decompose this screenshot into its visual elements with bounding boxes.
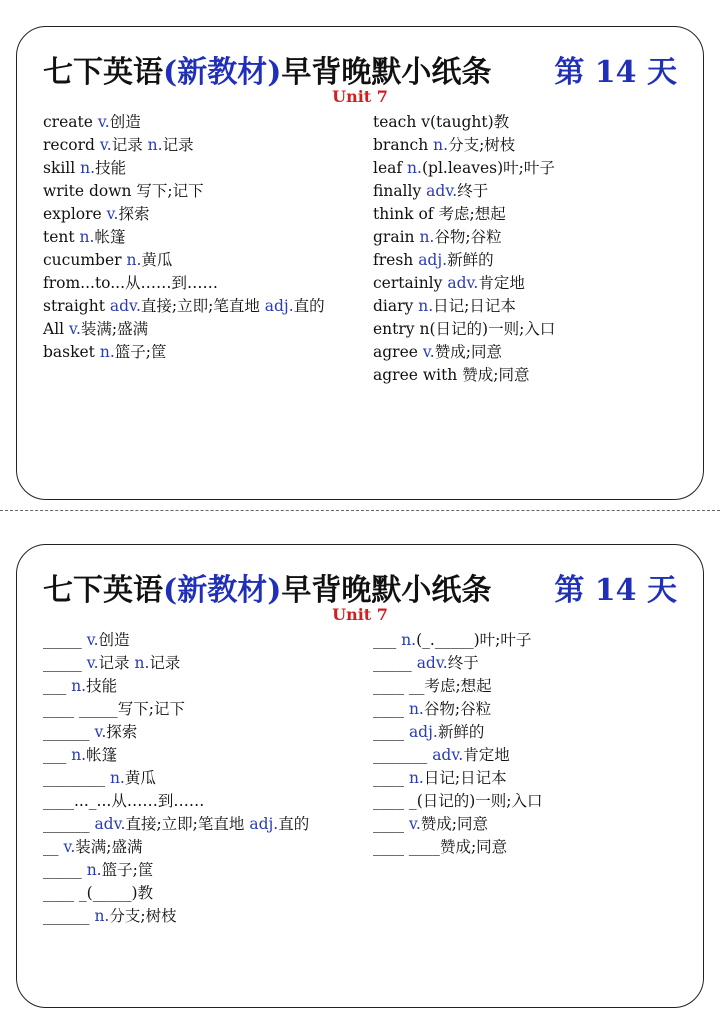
part-of-speech: adj.	[408, 723, 438, 741]
part-of-speech: n.	[71, 746, 87, 764]
part-of-speech: v.	[94, 723, 107, 741]
vocab-word: ______	[43, 815, 95, 833]
vocab-meaning: 分支;树枝	[448, 136, 516, 154]
vocab-word: from...to...	[43, 274, 126, 292]
vocab-word: tent	[43, 228, 80, 246]
day-label: 第 14 天	[554, 573, 677, 608]
vocab-meaning: 黄瓜	[141, 251, 173, 269]
vocab-meaning: 创造	[98, 631, 130, 649]
part-of-speech: adv.	[432, 746, 464, 764]
title-suffix: 早背晚默小纸条	[281, 573, 492, 608]
vocab-meaning: 篮子;筐	[101, 861, 154, 879]
vocab-entry	[373, 698, 691, 721]
vocab-meaning: 从……到……	[111, 792, 205, 810]
vocab-word: ____..._...	[43, 792, 112, 810]
vocab-meaning: 技能	[86, 677, 118, 695]
vocab-word: basket	[43, 343, 100, 361]
vocab-entry	[43, 675, 355, 698]
vocab-word: agree with	[373, 366, 463, 384]
part-of-speech: v.	[97, 113, 110, 131]
vocab-entry	[373, 364, 691, 387]
vocab-meaning: 记录	[149, 654, 181, 672]
title-prefix: 七下英语	[43, 55, 163, 90]
unit-label: Unit 7	[332, 605, 388, 624]
vocab-meaning: 赞成;同意	[462, 366, 530, 384]
card-bottom	[16, 544, 704, 1008]
vocab-meaning: 赞成;同意	[439, 838, 508, 856]
part-of-speech: n.	[71, 677, 87, 695]
vocab-meaning: 终于	[447, 654, 479, 672]
vocab-meaning: 一则;入口	[488, 320, 556, 338]
vocab-entry	[43, 905, 355, 928]
part-of-speech: v.	[408, 815, 421, 833]
vocab-entry	[373, 295, 691, 318]
part-of-speech: n.	[80, 159, 96, 177]
vocab-entry	[373, 134, 691, 157]
part-of-speech: n.	[408, 769, 424, 787]
vocab-entry	[43, 180, 355, 203]
part-of-speech: n.	[86, 861, 102, 879]
vocab-entry	[43, 629, 355, 652]
vocab-meaning: 帐篷	[94, 228, 126, 246]
vocab-word: __	[43, 838, 64, 856]
vocab-word: write down	[43, 182, 137, 200]
vocab-meaning: 谷物;谷粒	[423, 700, 492, 718]
vocab-word: ______	[43, 907, 95, 925]
vocab-word: cucumber	[43, 251, 127, 269]
title-prefix: 七下英语	[43, 573, 163, 608]
part-of-speech: n.	[99, 343, 115, 361]
vocab-meaning: 肯定地	[463, 746, 510, 764]
part-of-speech: n.	[94, 907, 110, 925]
vocab-meaning: 创造	[109, 113, 141, 131]
vocab-entry	[373, 790, 691, 813]
vocab-meaning: 装满;盛满	[80, 320, 149, 338]
vocab-word: _______	[373, 746, 433, 764]
vocab-word: ____ _____	[43, 700, 118, 718]
vocab-meaning: 直接;立即;笔直地	[140, 297, 265, 315]
vocab-word: branch	[373, 136, 434, 154]
vocab-word: ___	[43, 677, 72, 695]
part-of-speech: n.	[109, 769, 125, 787]
vocab-entry	[43, 767, 355, 790]
vocab-meaning: 教	[137, 884, 154, 902]
vocab-entry	[373, 744, 691, 767]
vocab-meaning: 赞成;同意	[434, 343, 502, 361]
vocab-meaning: 考虑;想起	[424, 677, 492, 695]
vocab-entry	[43, 744, 355, 767]
part-of-speech: n.	[79, 228, 95, 246]
vocab-entry	[43, 698, 355, 721]
vocab-entry	[43, 813, 355, 836]
vocab-word: ______	[43, 723, 95, 741]
right-column	[373, 111, 691, 387]
vocab-entry	[373, 203, 691, 226]
vocab-meaning: (pl.leaves)叶;叶子	[421, 159, 555, 177]
vocab-word: leaf	[373, 159, 408, 177]
part-of-speech: v.	[106, 205, 119, 223]
title-suffix: 早背晚默小纸条	[281, 55, 492, 90]
vocab-entry	[373, 272, 691, 295]
vocab-meaning: 日记;日记本	[423, 769, 507, 787]
part-of-speech: n.	[147, 136, 163, 154]
vocab-word: agree	[373, 343, 423, 361]
vocab-entry	[373, 341, 691, 364]
title-accent: (新教材)	[163, 55, 282, 90]
vocab-word: create	[43, 113, 98, 131]
vocab-meaning: 记录	[98, 654, 135, 672]
vocab-word: _____	[43, 861, 87, 879]
part-of-speech: adj.	[418, 251, 448, 269]
vocab-word: ___	[373, 631, 402, 649]
vocab-meaning: 帐篷	[86, 746, 118, 764]
vocab-entry	[373, 652, 691, 675]
vocab-meaning: 记录	[162, 136, 194, 154]
part-of-speech: adv.	[447, 274, 479, 292]
vocab-word: straight	[43, 297, 110, 315]
vocab-word: ____ __	[373, 677, 425, 695]
vocab-meaning: 日记;日记本	[433, 297, 516, 315]
part-of-speech: n.	[418, 297, 434, 315]
vocab-entry	[373, 629, 691, 652]
vocab-word: skill	[43, 159, 81, 177]
vocab-entry	[43, 341, 355, 364]
vocab-word: think of	[373, 205, 439, 223]
cut-line	[0, 510, 720, 511]
part-of-speech: v.	[69, 320, 81, 338]
part-of-speech: adj.	[249, 815, 279, 833]
vocab-word: ____	[373, 815, 409, 833]
part-of-speech: v.	[422, 343, 435, 361]
vocab-word: ____ _	[373, 792, 417, 810]
vocab-meaning: 直的	[293, 297, 325, 315]
vocab-word: ____	[373, 700, 409, 718]
vocab-meaning: 黄瓜	[124, 769, 156, 787]
part-of-speech: adv.	[416, 654, 448, 672]
vocab-meaning: 装满;盛满	[75, 838, 143, 856]
vocab-entry	[373, 813, 691, 836]
card-top	[16, 26, 704, 500]
vocab-entry	[43, 157, 355, 180]
vocab-word: _____	[43, 654, 87, 672]
vocab-entry	[43, 249, 355, 272]
vocab-word: entry n(日记的)	[373, 320, 489, 338]
vocab-word: grain	[373, 228, 420, 246]
vocab-meaning: 分支;树枝	[109, 907, 177, 925]
vocab-word: _____	[373, 654, 417, 672]
vocab-word: ____	[373, 723, 409, 741]
part-of-speech: n.	[419, 228, 435, 246]
vocab-entry	[43, 134, 355, 157]
part-of-speech: adj.	[264, 297, 294, 315]
vocab-meaning: 从……到……	[125, 274, 219, 292]
vocab-meaning: 肯定地	[478, 274, 525, 292]
part-of-speech: adv.	[109, 297, 141, 315]
part-of-speech: v.	[63, 838, 76, 856]
vocab-meaning: (日记的)一则;入口	[416, 792, 543, 810]
part-of-speech: n.	[407, 159, 422, 177]
vocab-meaning: (_._____)叶;叶子	[416, 631, 532, 649]
card-title	[43, 47, 491, 91]
part-of-speech: v.	[86, 654, 99, 672]
vocab-word: ___	[43, 746, 72, 764]
vocab-entry	[373, 767, 691, 790]
vocab-entry	[43, 652, 355, 675]
vocab-word: record	[43, 136, 100, 154]
vocab-meaning: 终于	[457, 182, 489, 200]
vocab-entry	[373, 721, 691, 744]
vocab-entry	[43, 295, 355, 318]
vocab-meaning: 探索	[118, 205, 150, 223]
vocab-meaning: 新鲜的	[447, 251, 494, 269]
vocab-meaning: 直接;立即;笔直地	[125, 815, 250, 833]
vocab-entry	[373, 836, 691, 859]
part-of-speech: n.	[408, 700, 424, 718]
vocab-entry	[43, 318, 355, 341]
vocab-entry	[373, 180, 691, 203]
vocab-word: _____	[43, 631, 87, 649]
vocab-meaning: 技能	[95, 159, 127, 177]
vocab-word: ____ _(_____)	[43, 884, 138, 902]
title-accent: (新教材)	[163, 573, 282, 608]
vocab-word: ____	[373, 769, 409, 787]
vocab-word: All	[43, 320, 70, 338]
vocab-word: diary	[373, 297, 419, 315]
day-label: 第 14 天	[554, 55, 677, 90]
vocab-meaning: 新鲜的	[437, 723, 485, 741]
vocab-word: teach v(taught)	[373, 113, 494, 131]
vocab-entry	[43, 836, 355, 859]
vocab-entry	[373, 318, 691, 341]
vocab-word: ________	[43, 769, 110, 787]
part-of-speech: v.	[86, 631, 99, 649]
part-of-speech: n.	[433, 136, 449, 154]
vocab-entry	[43, 882, 355, 905]
vocab-meaning: 赞成;同意	[420, 815, 489, 833]
part-of-speech: n.	[401, 631, 417, 649]
vocab-word: fresh	[373, 251, 419, 269]
right-column	[373, 629, 691, 859]
vocab-meaning: 写下;记下	[117, 700, 185, 718]
part-of-speech: adv.	[94, 815, 126, 833]
vocab-entry	[43, 111, 355, 134]
vocab-entry	[373, 111, 691, 134]
left-column	[43, 111, 355, 364]
vocab-meaning: 教	[493, 113, 510, 131]
vocab-entry	[43, 859, 355, 882]
vocab-meaning: 写下;记下	[136, 182, 204, 200]
vocab-word: ____ ____	[373, 838, 440, 856]
vocab-entry	[43, 790, 355, 813]
vocab-entry	[43, 721, 355, 744]
vocab-meaning: 篮子;筐	[114, 343, 167, 361]
part-of-speech: n.	[134, 654, 150, 672]
unit-label: Unit 7	[332, 87, 388, 106]
vocab-word: finally	[373, 182, 427, 200]
vocab-entry	[373, 249, 691, 272]
vocab-entry	[373, 157, 691, 180]
vocab-word: explore	[43, 205, 107, 223]
vocab-meaning: 直的	[278, 815, 310, 833]
card-title	[43, 565, 491, 609]
vocab-entry	[373, 226, 691, 249]
vocab-entry	[373, 675, 691, 698]
vocab-meaning: 探索	[106, 723, 138, 741]
vocab-meaning: 考虑;想起	[438, 205, 506, 223]
vocab-word: certainly	[373, 274, 448, 292]
left-column	[43, 629, 355, 928]
vocab-meaning: 谷物;谷粒	[434, 228, 502, 246]
vocab-meaning: 记录	[111, 136, 148, 154]
vocab-entry	[43, 203, 355, 226]
part-of-speech: adv.	[426, 182, 458, 200]
part-of-speech: v.	[99, 136, 112, 154]
vocab-entry	[43, 272, 355, 295]
vocab-entry	[43, 226, 355, 249]
part-of-speech: n.	[126, 251, 142, 269]
